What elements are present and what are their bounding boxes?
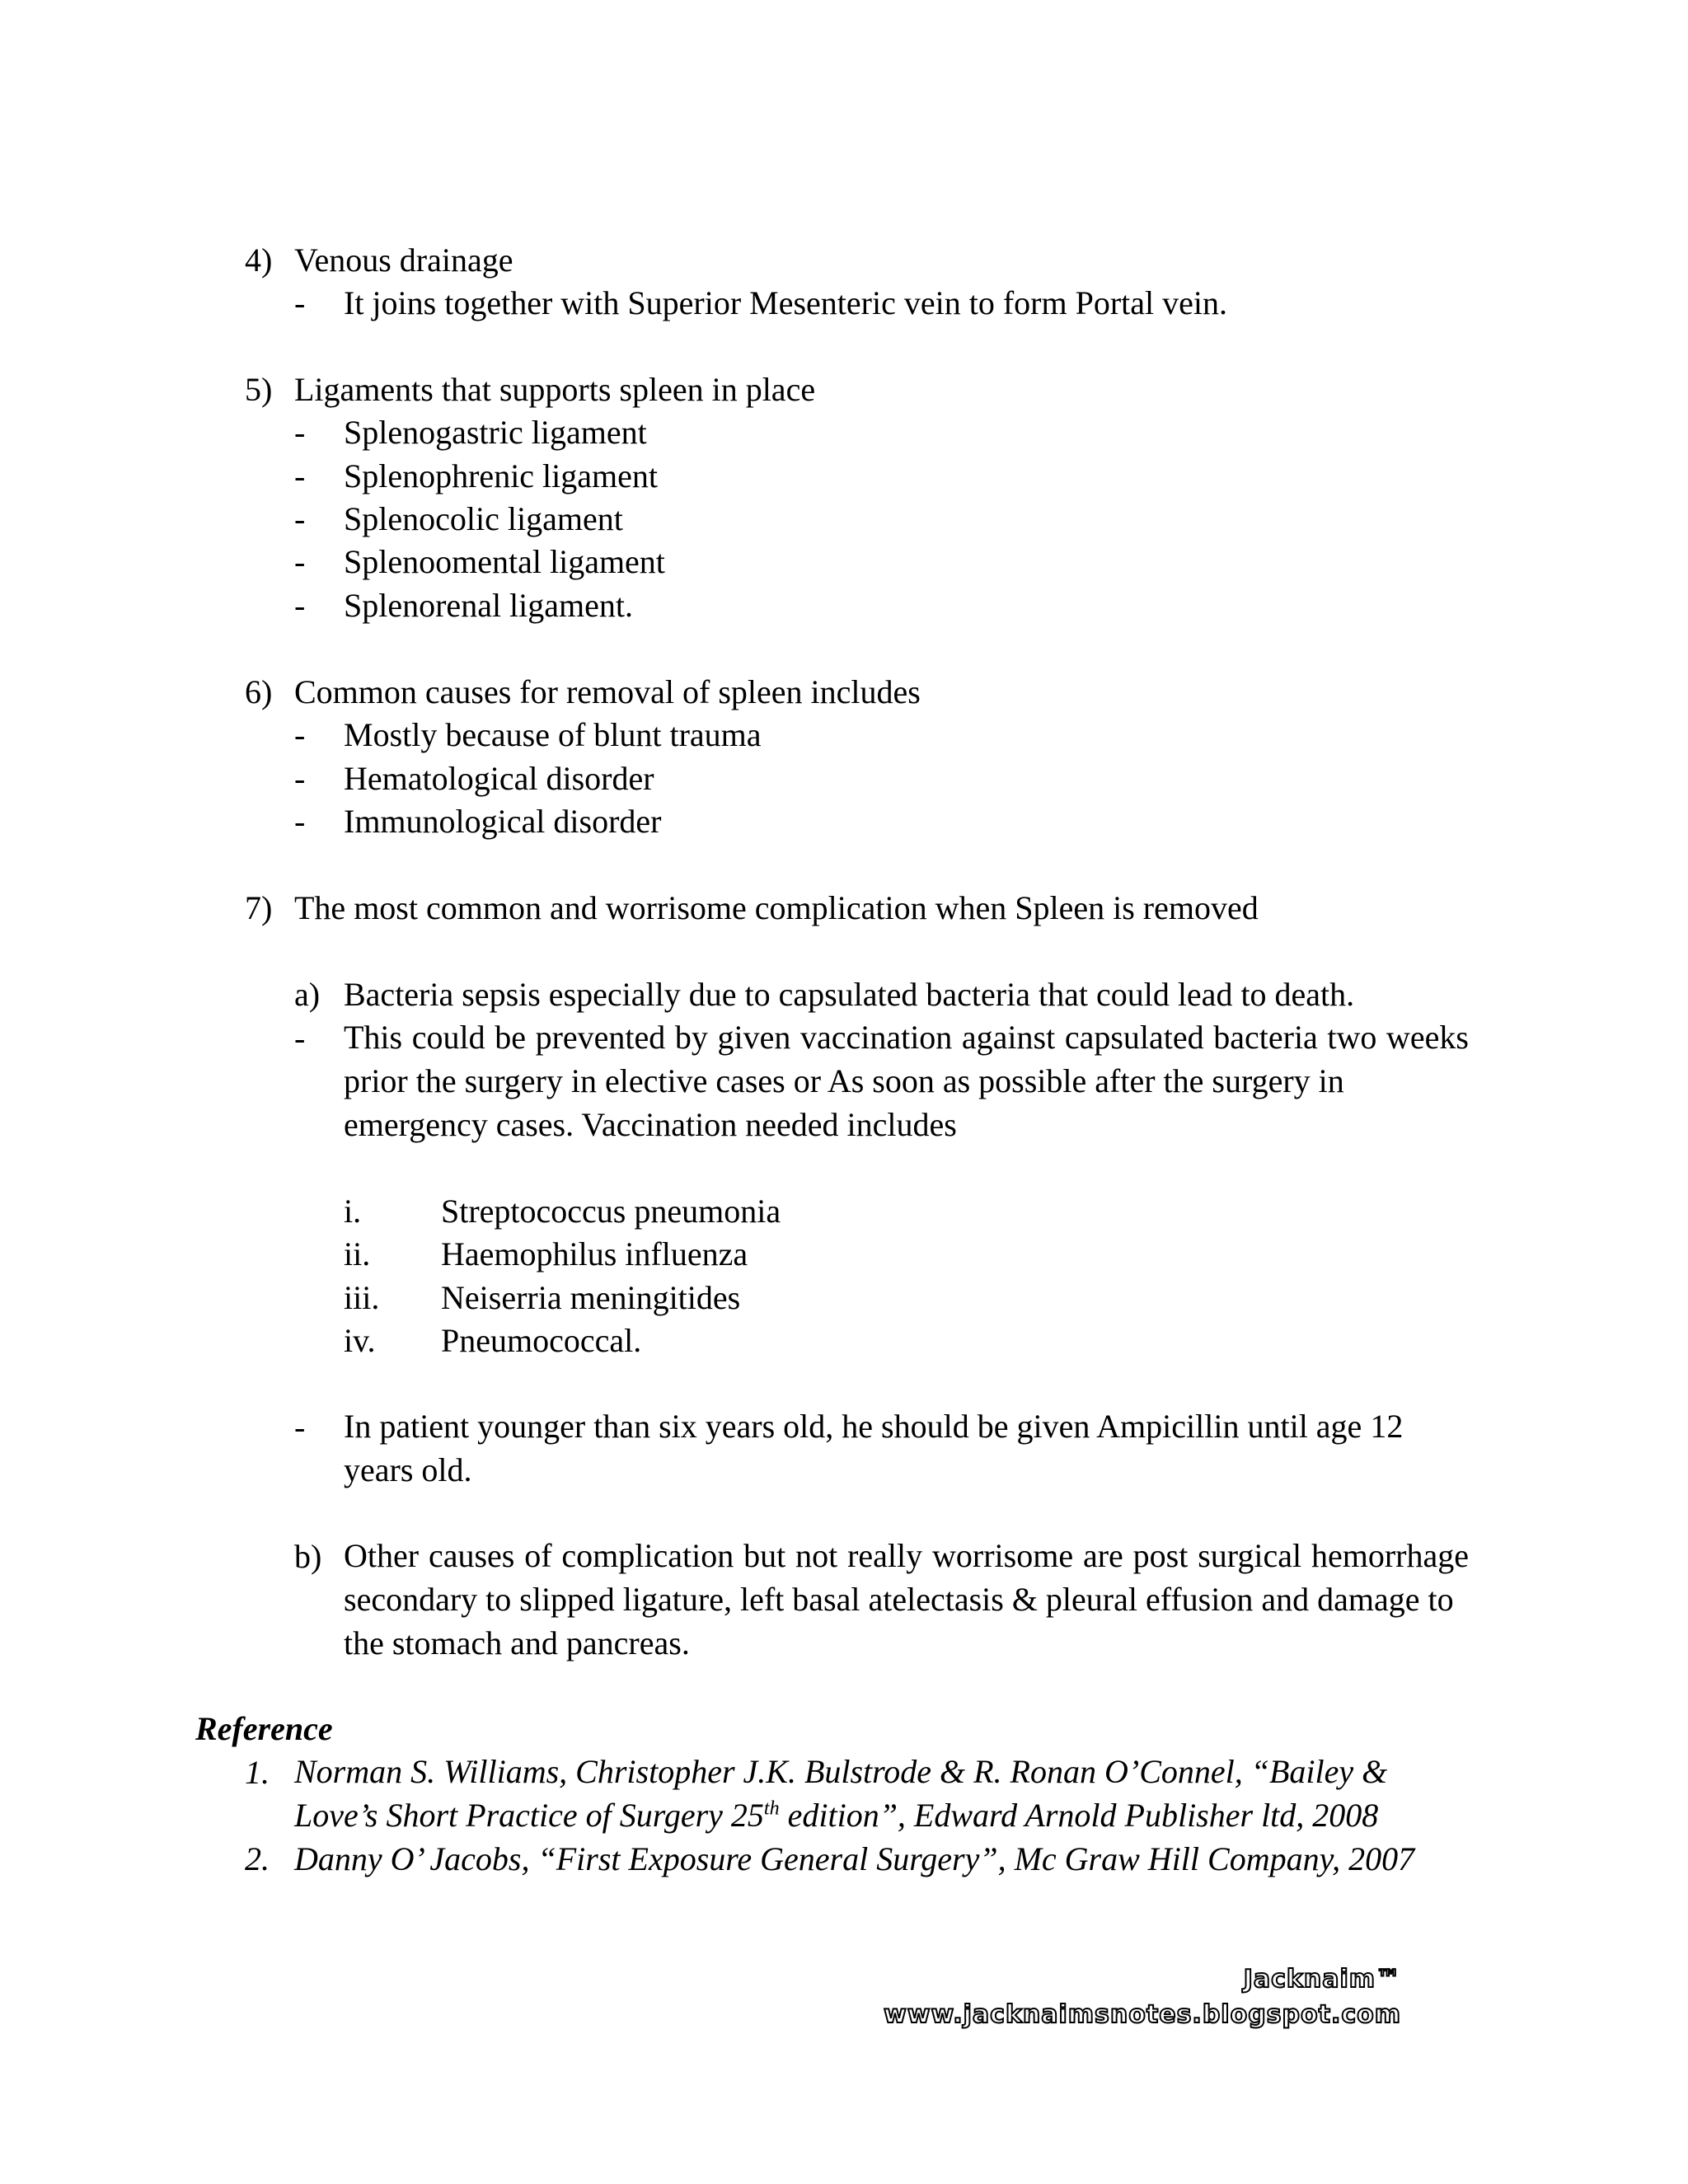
list-item: Splenogastric ligament	[344, 414, 647, 451]
sub-item-a-text: Bacteria sepsis especially due to capsulated bacteria that could lead to death.	[344, 976, 1355, 1013]
vaccine-number: i.	[344, 1193, 362, 1230]
reference-item-1-line1: Norman S. Williams, Christopher J.K. Bulstrode & R. Ronan O’Connel, “Bailey &	[294, 1753, 1388, 1790]
list-item: Hematological disorder	[344, 760, 654, 797]
footer-brand: Jacknaim™	[1243, 1965, 1401, 1994]
reference-number: 2.	[245, 1840, 270, 1877]
vaccine-number: ii.	[344, 1235, 371, 1272]
list-item: Splenoomental ligament	[344, 543, 665, 580]
vaccination-paragraph-last-line: emergency cases. Vaccination needed includes	[344, 1106, 957, 1143]
bullet-dash: -	[294, 500, 306, 537]
section-7-title: The most common and worrisome complication when Spleen is removed	[294, 889, 1259, 926]
section-4-item: It joins together with Superior Mesenteric vein to form Portal vein.	[344, 284, 1227, 321]
vaccine-name: Streptococcus pneumonia	[441, 1193, 781, 1230]
ampicillin-paragraph-last-line: years old.	[344, 1451, 472, 1488]
section-6-number: 6)	[245, 673, 273, 710]
section-6-title: Common causes for removal of spleen includes	[294, 673, 921, 710]
vaccine-name: Haemophilus influenza	[441, 1235, 748, 1272]
sub-item-b-label: b)	[294, 1538, 322, 1575]
section-5-title: Ligaments that supports spleen in place	[294, 371, 816, 408]
vaccine-number: iv.	[344, 1322, 376, 1359]
reference-item-1-line2	[294, 1793, 1469, 1837]
bullet-dash: -	[294, 716, 306, 753]
vaccination-paragraph	[344, 1015, 1469, 1146]
bullet-dash: -	[294, 587, 306, 624]
vaccine-name: Neiserria meningitides	[441, 1279, 741, 1316]
sub-item-a-label: a)	[294, 976, 321, 1013]
bullet-dash: -	[294, 284, 306, 321]
list-item: Splenocolic ligament	[344, 500, 623, 537]
section-4-number: 4)	[245, 241, 273, 279]
vaccine-name: Pneumococcal.	[441, 1322, 642, 1359]
ampicillin-paragraph	[344, 1404, 1469, 1492]
ampicillin-paragraph-body: In patient younger than six years old, he should be given Ampicillin until age 12	[344, 1408, 1404, 1445]
vaccination-paragraph-body: This could be prevented by given vaccination against capsulated bacteria two weeks prior the surgery in elective cases or As soon as possible after the surgery in	[344, 1019, 1469, 1099]
bullet-dash: -	[294, 1408, 306, 1446]
bullet-dash: -	[294, 803, 306, 840]
list-item: Mostly because of blunt trauma	[344, 716, 762, 753]
reference-number: 1.	[245, 1754, 270, 1791]
bullet-dash: -	[294, 457, 306, 494]
list-item: Splenophrenic ligament	[344, 457, 659, 494]
list-item: Immunological disorder	[344, 803, 662, 840]
superscript: th	[763, 1797, 780, 1820]
list-item: Splenorenal ligament.	[344, 587, 634, 624]
section-4-title: Venous drainage	[294, 241, 513, 279]
section-7-number: 7)	[245, 889, 273, 926]
reference-heading: Reference	[195, 1710, 333, 1747]
vaccine-number: iii.	[344, 1279, 380, 1316]
section-5-number: 5)	[245, 371, 273, 408]
bullet-dash: -	[294, 1019, 306, 1057]
reference-item-1-text: Love’s Short Practice of Surgery 25	[294, 1797, 764, 1834]
complication-b-last-line: the stomach and pancreas.	[344, 1624, 690, 1661]
bullet-dash: -	[294, 414, 306, 451]
bullet-dash: -	[294, 543, 306, 580]
reference-item-1-text-end: edition”, Edward Arnold Publisher ltd, 2008	[779, 1797, 1379, 1834]
footer-url: www.jacknaimsnotes.blogspot.com	[884, 2000, 1401, 2029]
reference-item-2: Danny O’ Jacobs, “First Exposure General Surgery”, Mc Graw Hill Company, 2007	[294, 1840, 1415, 1877]
complication-b-paragraph	[344, 1534, 1469, 1665]
complication-b-body: Other causes of complication but not really worrisome are post surgical hemorrhage secondary to slipped ligature, left basal atelectasis & pleural effusion and damage to	[344, 1537, 1469, 1618]
bullet-dash: -	[294, 760, 306, 797]
reference-item-1	[294, 1750, 1469, 1837]
